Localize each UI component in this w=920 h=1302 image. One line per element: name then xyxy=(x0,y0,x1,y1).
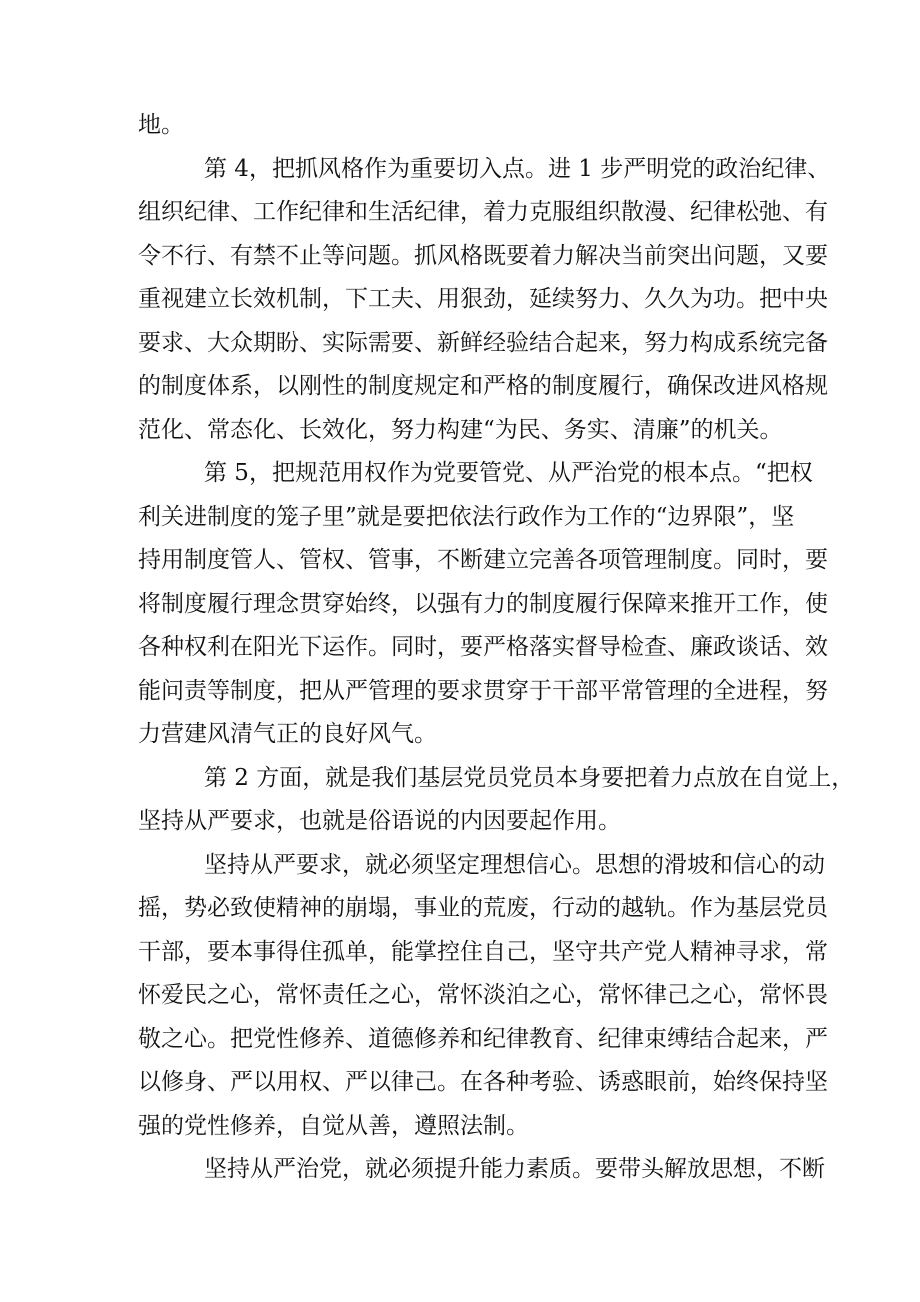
text-line: 组织纪律、工作纪律和生活纪律，着力克服组织散漫、纪律松弛、有 xyxy=(138,199,828,225)
text-line: 持用制度管人、管权、管事，不断建立完善各项管理制度。同时，要 xyxy=(138,547,828,573)
paragraph-start-line: 第 4，把抓风格作为重要切入点。进 1 步严明党的政治纪律、 xyxy=(204,155,831,182)
text-line: 地。 xyxy=(138,112,184,138)
text-line: 利关进制度的笼子里”就是要把依法行政作为工作的“边界限”，坚 xyxy=(138,503,795,530)
document-body xyxy=(138,104,855,1192)
paragraph-start-line: 第 2 方面，就是我们基层党员党员本身要把着力点放在自觉上， xyxy=(204,764,855,791)
text-line: 敬之心。把党性修养、道德修养和纪律教育、纪律束缚结合起来，严 xyxy=(138,1025,828,1052)
text-line: 将制度履行理念贯穿始终，以强有力的制度履行保障来推开工作，使 xyxy=(138,590,828,617)
text-line: 各种权利在阳光下运作。同时，要严格落实督导检查、廉政谈话、效 xyxy=(138,634,828,660)
text-line: 力营建风清气正的良好风气。 xyxy=(138,721,437,747)
text-line: 范化、常态化、长效化，努力构建“为民、务实、清廉”的机关。 xyxy=(138,416,783,443)
text-line: 以修身、严以用权、严以律己。在各种考验、诱惑眼前，始终保持坚 xyxy=(138,1069,828,1095)
text-line: 能问责等制度，把从严管理的要求贯穿于干部平常管理的全进程，努 xyxy=(138,677,828,704)
text-line: 强的党性修养，自觉从善，遵照法制。 xyxy=(138,1112,529,1139)
text-line: 要求、大众期盼、实际需要、新鲜经验结合起来，努力构成系统完备 xyxy=(138,329,828,356)
text-line: 摇，势必致使精神的崩塌，事业的荒废，行动的越轨。作为基层党员 xyxy=(138,895,828,921)
text-line: 干部，要本事得住孤单，能掌控住自己，坚守共产党人精神寻求，常 xyxy=(138,938,828,965)
text-line: 坚持从严要求，也就是俗语说的内因要起作用。 xyxy=(138,808,621,834)
text-line: 令不行、有禁不止等问题。抓风格既要着力解决当前突出问题，又要 xyxy=(138,242,828,269)
paragraph-start-line: 第 5，把规范用权作为党要管党、从严治党的根本点。“把权 xyxy=(204,460,813,486)
paragraph-start-line: 坚持从严治党，就必须提升能力素质。要带头解放思想，不断 xyxy=(204,1156,825,1182)
paragraph-start-line: 坚持从严要求，就必须坚定理想信心。思想的滑坡和信心的动 xyxy=(204,851,825,878)
text-line: 的制度体系，以刚性的制度规定和严格的制度履行，确保改进风格规 xyxy=(138,373,828,399)
text-line: 怀爱民之心，常怀责任之心，常怀淡泊之心，常怀律己之心，常怀畏 xyxy=(138,982,828,1008)
text-line: 重视建立长效机制，下工夫、用狠劲，延续努力、久久为功。把中央 xyxy=(138,286,828,312)
